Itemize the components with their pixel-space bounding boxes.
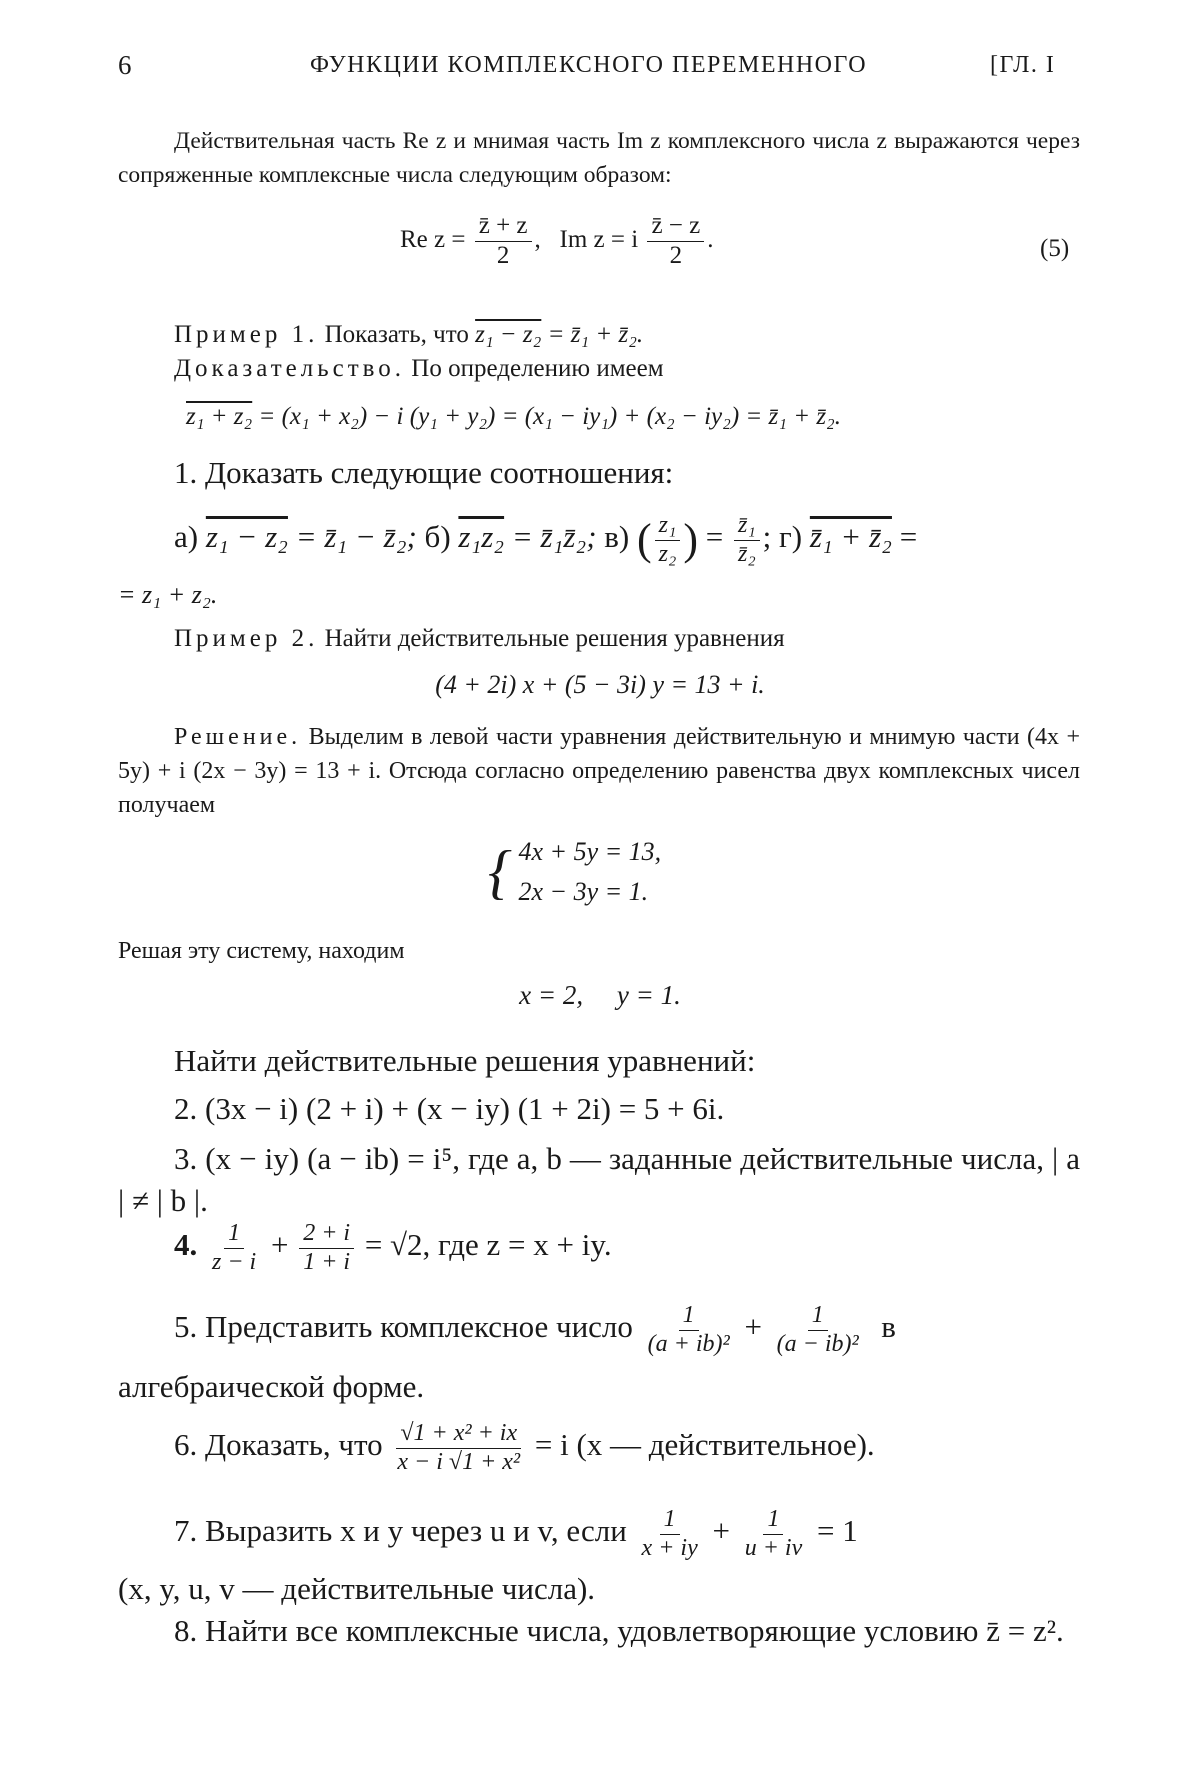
task-7-fraction-1 [638, 1506, 702, 1562]
task-1a-rest: = z̄₁ − z̄₂; [295, 519, 417, 555]
task-4-plus: + [270, 1227, 289, 1263]
task-3: 3. (x − iy) (a − ib) = i⁵, где a, b — заданные действительные числа, | a | ≠ | b |. [118, 1141, 1080, 1218]
task-6 [174, 1420, 875, 1476]
example-1-statement: Показать, что [324, 321, 469, 348]
example-1 [174, 318, 643, 352]
task-4-fraction-1 [208, 1220, 260, 1276]
task-4-f2-numerator: 2 + i [299, 1220, 354, 1249]
task-1-relations [174, 512, 917, 568]
task-2: 2. (3x − i) (2 + i) + (x − iy) (1 + 2i) = 5 + 6i. [174, 1091, 725, 1126]
system-brace: { [488, 839, 512, 905]
task-5 [174, 1302, 896, 1358]
example-1-conjugate: z₁ − z₂ [475, 321, 542, 348]
task-4-f1-numerator: 1 [224, 1220, 244, 1249]
task-1b-conjugate: z₁z₂ [458, 519, 505, 555]
task-1-heading: 1. Доказать следующие соотношения: [174, 455, 674, 490]
task-4-rest: = √2, где z = x + iy. [364, 1227, 612, 1263]
task-8: 8. Найти все комплексные числа, удовлетворяющие условию z̄ = z². [174, 1613, 1064, 1648]
task-6-rest: = i (x — действительное). [534, 1427, 875, 1463]
example-1-label: Пример 1. [174, 321, 319, 348]
task-4-f2-denominator: 1 + i [303, 1248, 351, 1275]
task-7-continuation: (x, y, u, v — действительные числа). [118, 1571, 596, 1606]
page-number: 6 [118, 50, 133, 80]
task-6-numerator: √1 + x² + ix [396, 1420, 521, 1449]
task-1a-label: а) [174, 519, 199, 555]
task-4-fraction-2 [299, 1220, 354, 1276]
formula-re-fraction [475, 212, 532, 271]
task-1c-right-numerator: z̄₁ [734, 512, 760, 541]
task-7-f1-numerator: 1 [660, 1506, 680, 1535]
proof-formula-rest: = (x₁ + x₂) − i (y₁ + y₂) = (x₁ − iy₁) + (x₂ − iy₂) = z̄₁ + z̄₂. [258, 403, 842, 430]
example-2-answer: x = 2, y = 1. [519, 980, 681, 1010]
formula-re-lhs: Re z = [400, 225, 466, 253]
formula-im-lhs: Im z = i [559, 225, 639, 253]
task-1c-fraction [655, 512, 681, 568]
example-2-label: Пример 2. [174, 625, 319, 652]
task-5-f2-denominator: (a − ib)² [776, 1330, 859, 1357]
task-1c-right-denominator: z̄₂ [737, 540, 756, 567]
solving-text: Решая эту систему, находим [118, 938, 405, 964]
task-1c-label: в) [604, 519, 630, 555]
section-heading: Найти действительные решения уравнений: [174, 1043, 756, 1078]
task-7-fraction-2 [741, 1506, 807, 1562]
formula-im-numerator: z̄ − z [647, 212, 704, 242]
task-1c-right-fraction [734, 512, 760, 568]
task-1a-conjugate: z₁ − z₂ [205, 519, 288, 555]
formula-im-fraction [647, 212, 704, 271]
task-7-text: 7. Выразить x и y через u и v, если [174, 1513, 627, 1549]
proof-formula [186, 400, 841, 434]
task-7-f2-numerator: 1 [763, 1506, 783, 1535]
formula-end: . [707, 225, 714, 253]
formula-im-denominator: 2 [669, 241, 683, 269]
task-4 [174, 1220, 612, 1276]
task-6-text: 6. Доказать, что [174, 1427, 383, 1463]
proof-label: Доказательство. [174, 355, 406, 382]
task-7-plus: + [712, 1513, 730, 1549]
formula-separator: , [534, 225, 541, 253]
formula-re-numerator: z̄ + z [475, 212, 532, 242]
proof-formula-conjugate: z₁ + z₂ [186, 403, 253, 430]
intro-paragraph: Действительная часть Re z и мнимая часть Im z комплексного числа z выражаются через сопряженные комплексные числа следующим образом: [118, 128, 1080, 188]
task-1d-equals: = [899, 519, 918, 555]
equation-system [488, 832, 661, 912]
task-1d-conjugate: z̄₁ + z̄₂ [809, 519, 892, 555]
system-line-2: 2x − 3y = 1. [518, 877, 649, 906]
solution-text: Выделим в левой части уравнения действительную и мнимую части (4x + 5y) + i (2x − 3y) = 13 + i. Отсюда согласно определению равенства двух комплексных чисел получаем [118, 724, 1081, 818]
formula-re-denominator: 2 [496, 241, 510, 269]
task-5-fraction-2 [773, 1302, 863, 1358]
task-1b-label: б) [424, 519, 451, 555]
task-5-f2-numerator: 1 [808, 1302, 828, 1331]
task-7-rest: = 1 [816, 1513, 858, 1549]
system-lines [519, 832, 662, 912]
formula-5 [400, 212, 713, 271]
task-1c-numerator: z₁ [655, 512, 681, 541]
task-1c-close-paren: ) [683, 515, 698, 565]
task-5-in: в [881, 1309, 896, 1345]
task-5-text: 5. Представить комплексное число [174, 1309, 633, 1345]
chapter-label: [ГЛ. I [990, 52, 1056, 78]
task-1-continuation: = z₁ + z₂. [118, 580, 218, 609]
task-4-number: 4. [174, 1227, 198, 1263]
task-1c-equals: = [705, 519, 724, 555]
task-7-f2-denominator: u + iv [744, 1534, 803, 1561]
example-2 [174, 622, 785, 656]
example-2-statement: Найти действительные решения уравнения [324, 625, 785, 652]
task-6-fraction [393, 1420, 524, 1476]
task-5-continuation: алгебраической форме. [118, 1369, 425, 1404]
task-1d-label: г) [779, 519, 803, 555]
task-6-denominator: x − i √1 + x² [397, 1448, 521, 1475]
task-1c-open-paren: ( [637, 515, 652, 565]
solution-paragraph [118, 720, 1080, 822]
proof-text: По определению имеем [411, 355, 664, 382]
task-7-f1-denominator: x + iy [641, 1534, 698, 1561]
example-1-statement-end: = z̄₁ + z̄₂. [547, 321, 644, 348]
task-5-plus: + [744, 1309, 762, 1345]
task-5-f1-numerator: 1 [679, 1302, 699, 1331]
task-5-fraction-1 [644, 1302, 734, 1358]
task-4-f1-denominator: z − i [212, 1248, 257, 1275]
task-1c-denominator: z₂ [658, 540, 677, 567]
solution-label: Решение. [174, 724, 302, 750]
task-5-f1-denominator: (a + ib)² [647, 1330, 730, 1357]
equation-number-5: (5) [1040, 235, 1070, 262]
example-2-equation: (4 + 2i) x + (5 − 3i) y = 13 + i. [435, 670, 765, 699]
task-7 [174, 1506, 858, 1562]
system-line-1: 4x + 5y = 13, [518, 837, 662, 866]
task-1c-end: ; [762, 519, 772, 555]
proof-1 [174, 352, 664, 386]
running-title: ФУНКЦИИ КОМПЛЕКСНОГО ПЕРЕМЕННОГО [310, 52, 868, 78]
task-1b-rest: = z̄₁z̄₂; [511, 519, 597, 555]
